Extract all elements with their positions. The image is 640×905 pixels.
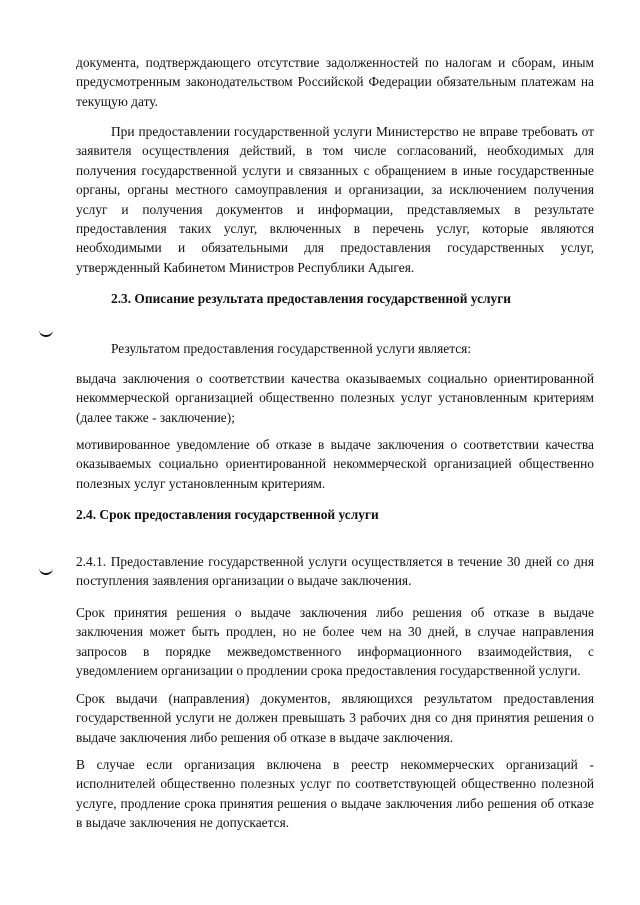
paragraph-result-refusal: мотивированное уведомление об отказе в выдаче заключения о соответствии качества оказываемых социально ориентированной некоммерческой организацией общественно полезных услуг установленным критериям. xyxy=(76,437,594,491)
paragraph-result-conclusion: выдача заключения о соответствии качества оказываемых социально ориентированной некоммерческой организацией общественно полезных услуг установленным критериям (далее также - заключение); xyxy=(76,371,594,425)
paragraph-issue-deadline: Срок выдачи (направления) документов, являющихся результатом предоставления государственной услуги не должен превышать 3 рабочих дня со дня принятия решения о выдаче заключения либо решения об отказе в выдаче заключения. xyxy=(76,691,594,745)
paragraph-deadline-extension: Срок принятия решения о выдаче заключения либо решения об отказе в выдаче заключения может быть продлен, но не более чем на 30 дней, в случае направления запросов в порядке межведомственного информационного взаимодействия, с уведомлением организации о продлении срока предоставления государственной услуги. xyxy=(76,605,594,679)
margin-mark xyxy=(39,566,53,575)
section-heading-2-3: 2.3. Описание результата предоставления государственной услуги xyxy=(111,291,512,306)
paragraph-continuation: документа, подтверждающего отсутствие задолженностей по налогам и сборам, иным предусмотренным законодательством Российской Федерации обязательным платежам на текущую дату. xyxy=(76,55,594,109)
paragraph-2-4-1: 2.4.1. Предоставление государственной услуги осуществляется в течение 30 дней со дня поступления заявления организации о выдаче заключения. xyxy=(76,554,594,589)
paragraph-ministry-restriction: При предоставлении государственной услуги Министерство не вправе требовать от заявителя осуществления действий, в том числе согласований, необходимых для получения государственной услуги и связанных с обращением в иные государственные органы, органы местного самоуправления и организации, за исключением получения услуг и получения документов и информации, представляемых в результате предоставления таких услуг, включенных в перечень услуг, которые являются необходимыми и обязательными для предоставления государственных услуг, утвержденный Кабинетом Министров Республики Адыгея. xyxy=(76,124,594,275)
paragraph-registry-exception: В случае если организация включена в реестр некоммерческих организаций - исполнителей общественно полезных услуг по соответствующей общественно полезной услуге, продление срока принятия решения о выдаче заключения либо решения об отказе в выдаче заключения не допускается. xyxy=(76,757,594,831)
margin-mark xyxy=(39,328,53,337)
section-heading-2-4: 2.4. Срок предоставления государственной услуги xyxy=(76,507,379,522)
paragraph-result-intro: Результатом предоставления государственной услуги является: xyxy=(111,341,472,356)
